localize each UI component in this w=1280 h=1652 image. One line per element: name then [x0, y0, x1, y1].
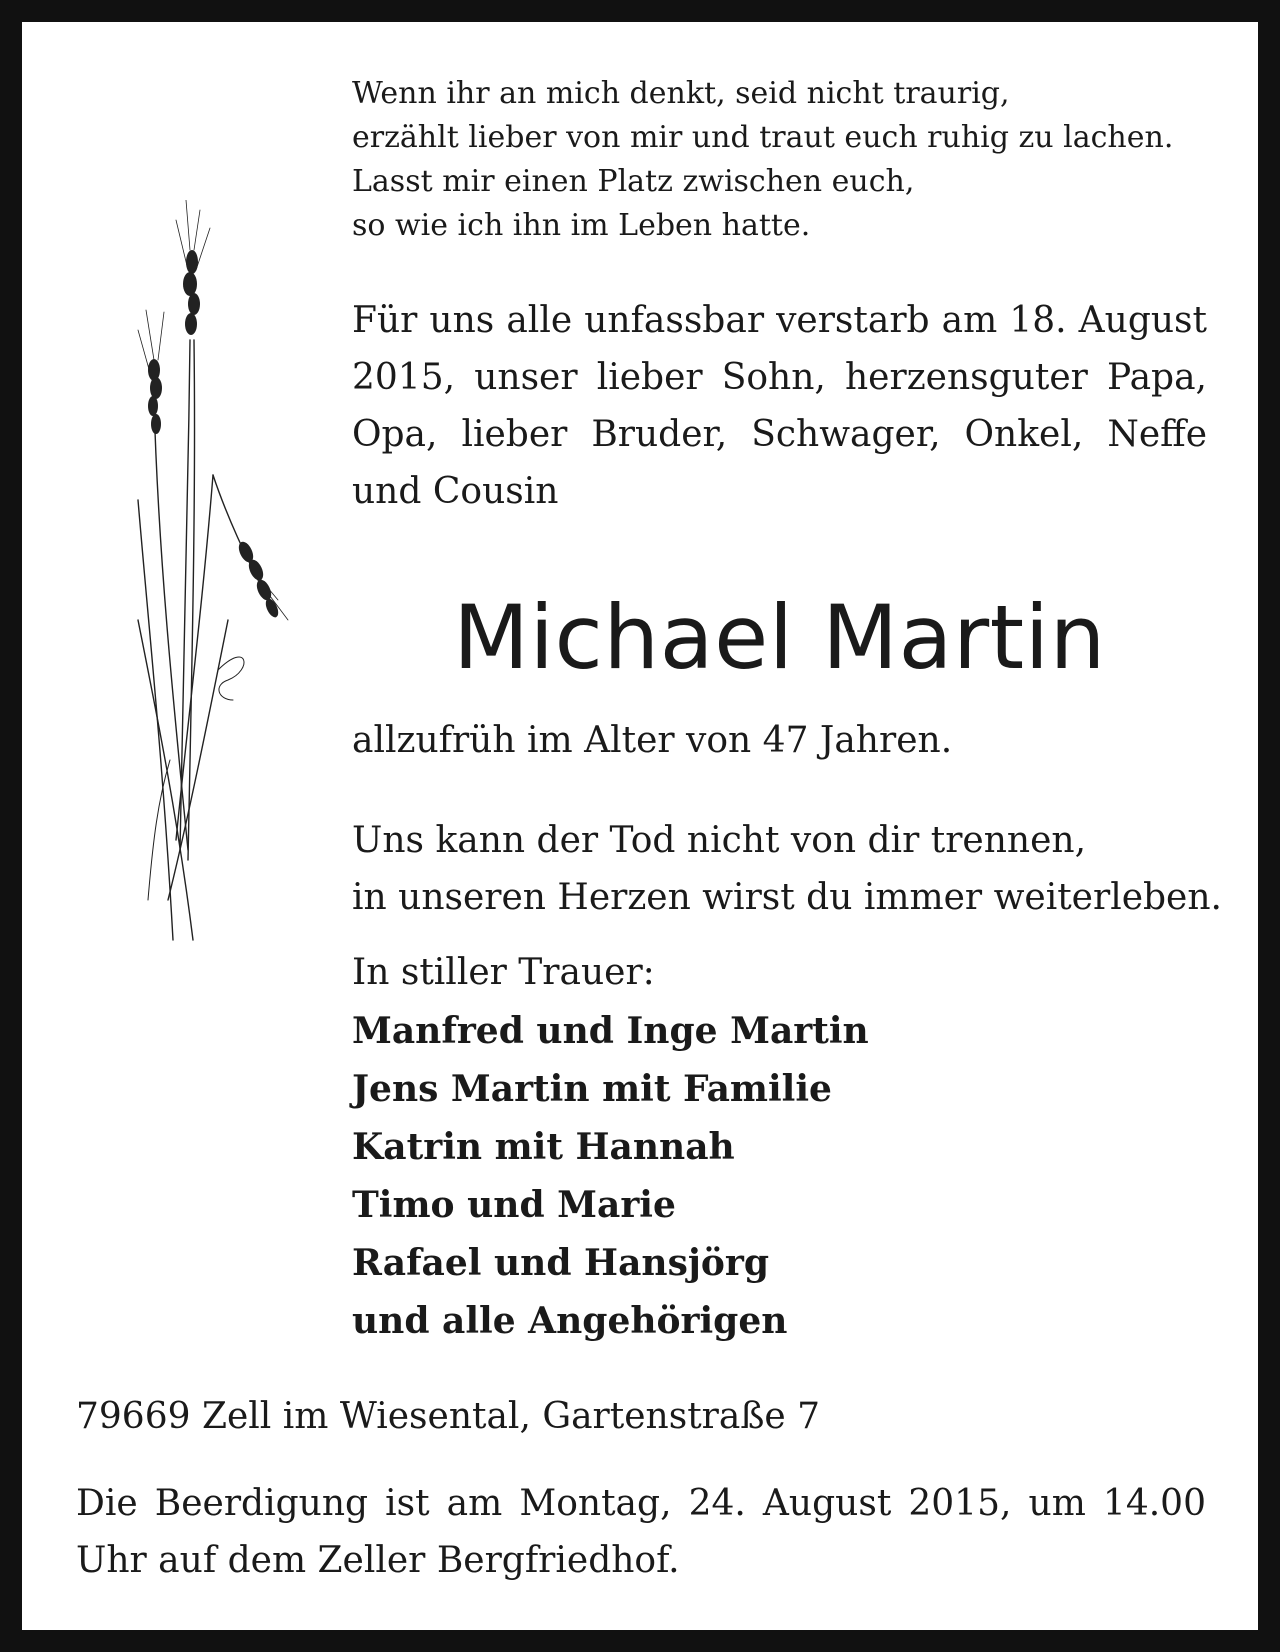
mourner-entry: Jens Martin mit Familie: [352, 1068, 832, 1110]
poem-line: erzählt lieber von mir und traut euch ruhig zu lachen.: [352, 120, 1174, 155]
funeral-notice: Die Beerdigung ist am Montag, 24. August 2015, um 14.00 Uhr auf dem Zeller Bergfriedhof.: [76, 1483, 1206, 1581]
poem: [352, 72, 1207, 248]
address: 79669 Zell im Wiesental, Gartenstraße 7: [76, 1396, 821, 1437]
mourner-entry: Katrin mit Hannah: [352, 1126, 735, 1168]
farewell-verse: [352, 812, 1222, 926]
age-line: allzufrüh im Alter von 47 Jahren.: [352, 720, 953, 761]
deceased-name: Michael Martin: [453, 586, 1106, 689]
mourning-label: In stiller Trauer:: [352, 952, 655, 993]
mourners-list: [352, 1002, 1207, 1350]
poem-line: Wenn ihr an mich denkt, seid nicht traurig,: [352, 76, 1010, 111]
mourner-entry: und alle Angehörigen: [352, 1300, 788, 1342]
farewell-line: Uns kann der Tod nicht von dir trennen,: [352, 820, 1087, 861]
wheat-ears-icon: [118, 200, 328, 960]
poem-line: so wie ich ihn im Leben hatte.: [352, 208, 811, 243]
poem-line: Lasst mir einen Platz zwischen euch,: [352, 164, 915, 199]
death-announcement: Für uns alle unfassbar verstarb am 18. August 2015, unser lieber Sohn, herzensguter Papa, Opa, lieber Bruder, Schwager, Onkel, Neffe und Cousin: [352, 300, 1207, 512]
farewell-line: in unseren Herzen wirst du immer weiterleben.: [352, 877, 1222, 918]
mourner-entry: Timo und Marie: [352, 1184, 676, 1226]
mourner-entry: Manfred und Inge Martin: [352, 1010, 869, 1052]
mourner-entry: Rafael und Hansjörg: [352, 1242, 770, 1284]
